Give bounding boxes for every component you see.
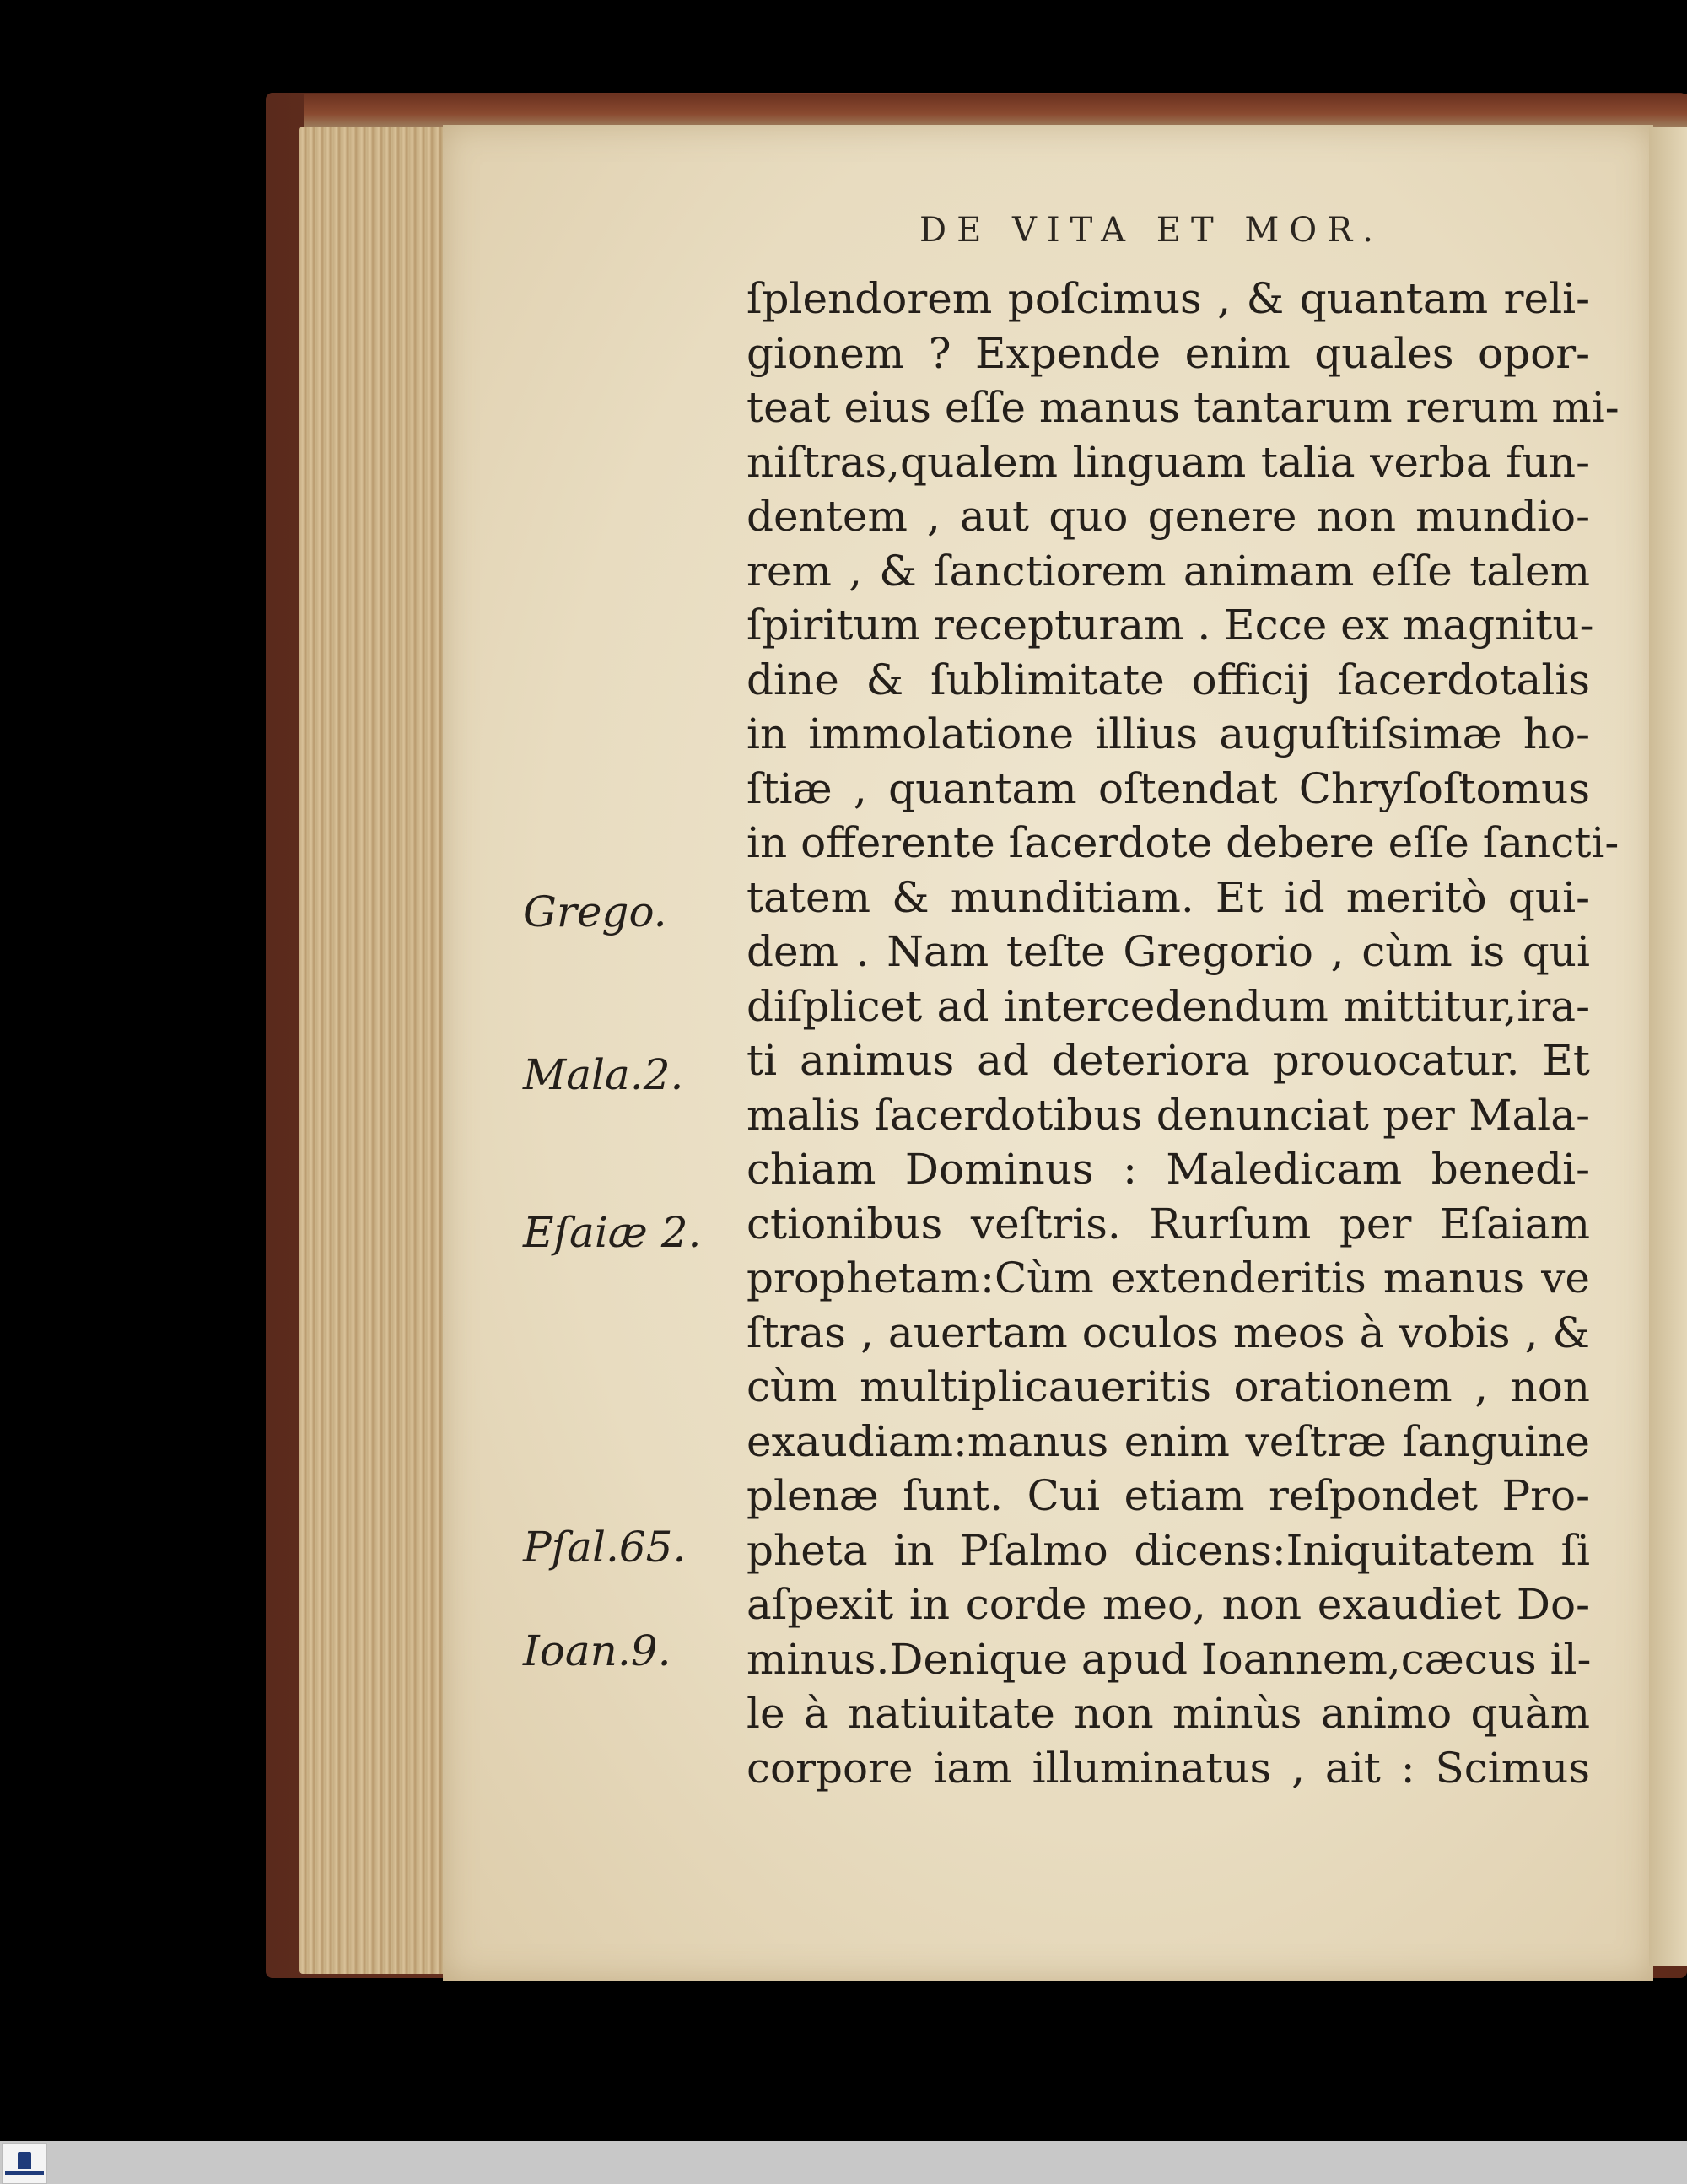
text-line: ti animus ad deteriora prouocatur. Et xyxy=(746,1036,1590,1085)
text-line: diſplicet ad intercedendum mittitur,ira- xyxy=(746,981,1590,1031)
text-line: ctionibus veſtris. Rurſum per Eſaiam xyxy=(746,1199,1590,1248)
text-line: corpore iam illuminatus , ait : Scimus xyxy=(746,1743,1590,1793)
text-line: cùm multiplicaueritis orationem , non xyxy=(746,1362,1590,1411)
text-line: exaudiam:manus enim veſtræ ſanguine xyxy=(746,1416,1590,1466)
text-line: chiam Dominus : Maledicam benedi- xyxy=(746,1145,1590,1194)
book-top-edge xyxy=(304,94,1687,127)
logo-mark-icon xyxy=(18,2152,31,2169)
text-line: teat eius eſſe manus tantarum rerum mi- xyxy=(746,383,1620,432)
facing-page-edge xyxy=(1649,127,1687,1966)
body-text xyxy=(746,272,1620,1795)
text-line: tatem & munditiam. Et id meritò qui- xyxy=(746,872,1590,922)
text-line: niſtras,qualem linguam talia verba fun- xyxy=(746,437,1590,487)
text-line: dine & ſublimitate officij ſacerdotalis xyxy=(746,655,1590,704)
running-header: DE VITA ET MOR. xyxy=(919,211,1383,250)
text-line: ſtras , auertam oculos meos à vobis , & xyxy=(746,1308,1590,1357)
library-logo-icon xyxy=(2,2143,47,2184)
text-line: prophetam:Cùm extenderitis manus ve xyxy=(746,1254,1590,1302)
marginal-note-psal: Pſal.65. xyxy=(523,1523,687,1572)
text-line: aſpexit in corde meo, non exaudiet Do- xyxy=(746,1580,1590,1629)
marginal-note-ioan: Ioan.9. xyxy=(523,1626,671,1675)
marginal-note-grego: Grego. xyxy=(523,887,667,936)
text-line: dem . Nam teſte Gregorio , cùm is qui xyxy=(746,927,1590,976)
text-line: ſtiæ , quantam oſtendat Chryſoſtomus xyxy=(746,763,1590,813)
text-line: rem , & ſanctiorem animam eſſe talem xyxy=(746,546,1590,596)
viewer-footer-bar xyxy=(0,2141,1687,2184)
text-line: gionem ? Expende enim quales opor- xyxy=(746,328,1590,378)
text-line: pheta in Pſalmo dicens:Iniquitatem ſi xyxy=(746,1525,1590,1575)
text-line: malis ſacerdotibus denunciat per Mala- xyxy=(746,1090,1590,1140)
text-line: plenæ ſunt. Cui etiam reſpondet Pro- xyxy=(746,1471,1590,1520)
marginal-note-mala: Mala.2. xyxy=(523,1050,684,1099)
marginal-note-esaiae: Eſaiæ 2. xyxy=(523,1208,702,1257)
text-line: ſplendorem poſcimus , & quantam reli- xyxy=(746,274,1590,323)
text-line: in offerente ſacerdote debere eſſe ſancti- xyxy=(746,818,1620,867)
text-line: ſpiritum recepturam . Ecce ex magnitu- xyxy=(746,601,1594,650)
logo-underline-icon xyxy=(5,2171,44,2175)
text-line: in immolatione illius auguſtiſsimæ ho- xyxy=(746,709,1590,758)
text-line: minus.Denique apud Ioannem,cæcus il- xyxy=(746,1634,1592,1684)
text-line: dentem , aut quo genere non mundio- xyxy=(746,492,1590,541)
text-line: le à natiuitate non minùs animo quàm xyxy=(746,1689,1590,1738)
